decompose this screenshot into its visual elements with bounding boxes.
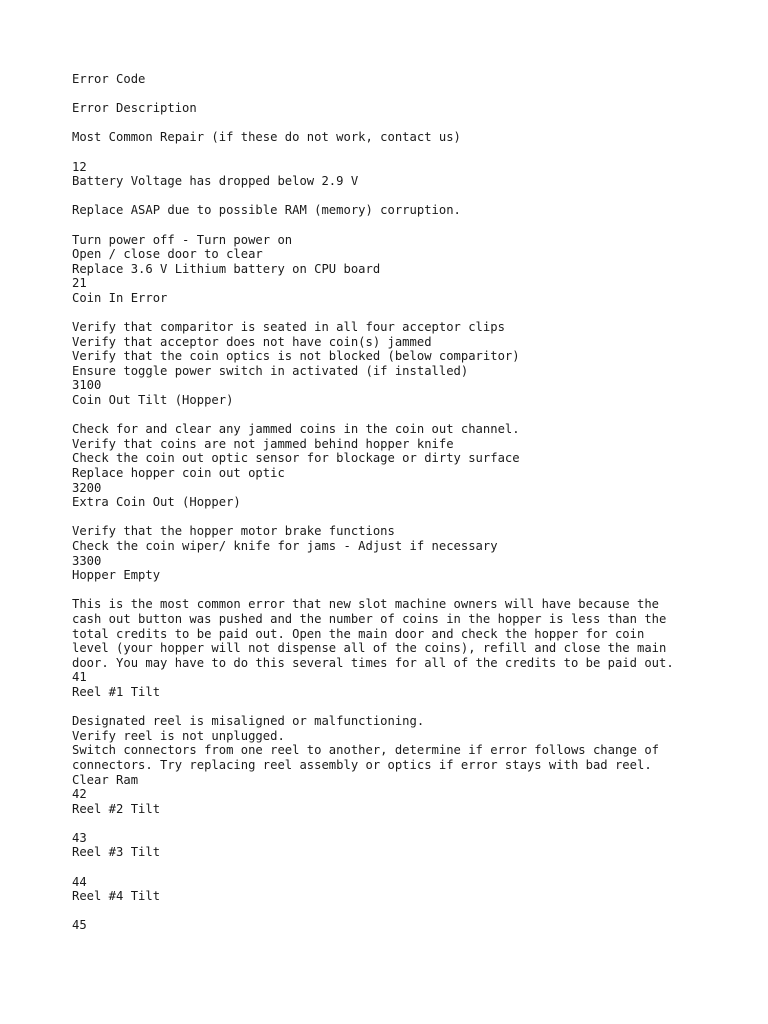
error-description: Reel #3 Tilt [72, 845, 161, 860]
repair-step: Verify that acceptor does not have coin(s) jammed [72, 334, 432, 349]
error-code: 42 [72, 787, 87, 802]
repair-step: Check for and clear any jammed coins in the coin out channel. [72, 422, 520, 437]
column-heading-repair: Most Common Repair (if these do not work, contact us) [72, 130, 461, 145]
repair-step: Verify reel is not unplugged. [72, 728, 285, 743]
error-description: Extra Coin Out (Hopper) [72, 495, 241, 510]
repair-step: Designated reel is misaligned or malfunctioning. [72, 714, 425, 729]
error-description: Reel #4 Tilt [72, 889, 161, 904]
repair-step: Ensure toggle power switch in activated (if installed) [72, 363, 469, 378]
repair-step: Replace 3.6 V Lithium battery on CPU board [72, 261, 381, 276]
error-code: 43 [72, 830, 87, 845]
document-page [72, 72, 752, 933]
error-note: Replace ASAP due to possible RAM (memory) corruption. [72, 203, 461, 218]
error-description: Coin In Error [72, 290, 168, 305]
repair-text: total credits to be paid out. Open the main door and check the hopper for coin [72, 626, 645, 641]
repair-step: Switch connectors from one reel to another, determine if error follows change of [72, 743, 659, 758]
repair-text: door. You may have to do this several times for all of the credits to be paid out. [72, 655, 674, 670]
repair-step: connectors. Try replacing reel assembly or optics if error stays with bad reel. [72, 757, 652, 772]
error-code: 3300 [72, 553, 102, 568]
error-code: 12 [72, 159, 87, 174]
column-heading-code: Error Code [72, 72, 146, 86]
repair-step: Open / close door to clear [72, 247, 263, 262]
error-description: Hopper Empty [72, 568, 161, 583]
repair-step: Verify that coins are not jammed behind hopper knife [72, 436, 454, 451]
repair-step: Turn power off - Turn power on [72, 232, 293, 247]
error-description: Reel #1 Tilt [72, 684, 161, 699]
repair-step: Verify that the coin optics is not blocked (below comparitor) [72, 349, 520, 364]
repair-step: Verify that the hopper motor brake functions [72, 524, 395, 539]
repair-step: Clear Ram [72, 772, 139, 787]
column-heading-description: Error Description [72, 101, 197, 116]
error-code: 41 [72, 670, 87, 685]
error-code: 44 [72, 874, 87, 889]
repair-text: level (your hopper will not dispense all of the coins), refill and close the main [72, 641, 667, 656]
repair-step: Verify that comparitor is seated in all four acceptor clips [72, 320, 505, 335]
error-code: 3200 [72, 480, 102, 495]
repair-text: This is the most common error that new slot machine owners will have because the [72, 597, 659, 612]
repair-step: Check the coin out optic sensor for blockage or dirty surface [72, 451, 520, 466]
error-description: Battery Voltage has dropped below 2.9 V [72, 174, 359, 189]
repair-step: Check the coin wiper/ knife for jams - Adjust if necessary [72, 539, 498, 553]
error-code: 21 [72, 276, 87, 291]
error-description: Coin Out Tilt (Hopper) [72, 393, 234, 408]
error-code: 45 [72, 918, 87, 933]
error-code: 3100 [72, 378, 102, 393]
error-description: Reel #2 Tilt [72, 801, 161, 816]
repair-step: Replace hopper coin out optic [72, 466, 285, 481]
repair-text: cash out button was pushed and the number of coins in the hopper is less than the [72, 611, 667, 626]
